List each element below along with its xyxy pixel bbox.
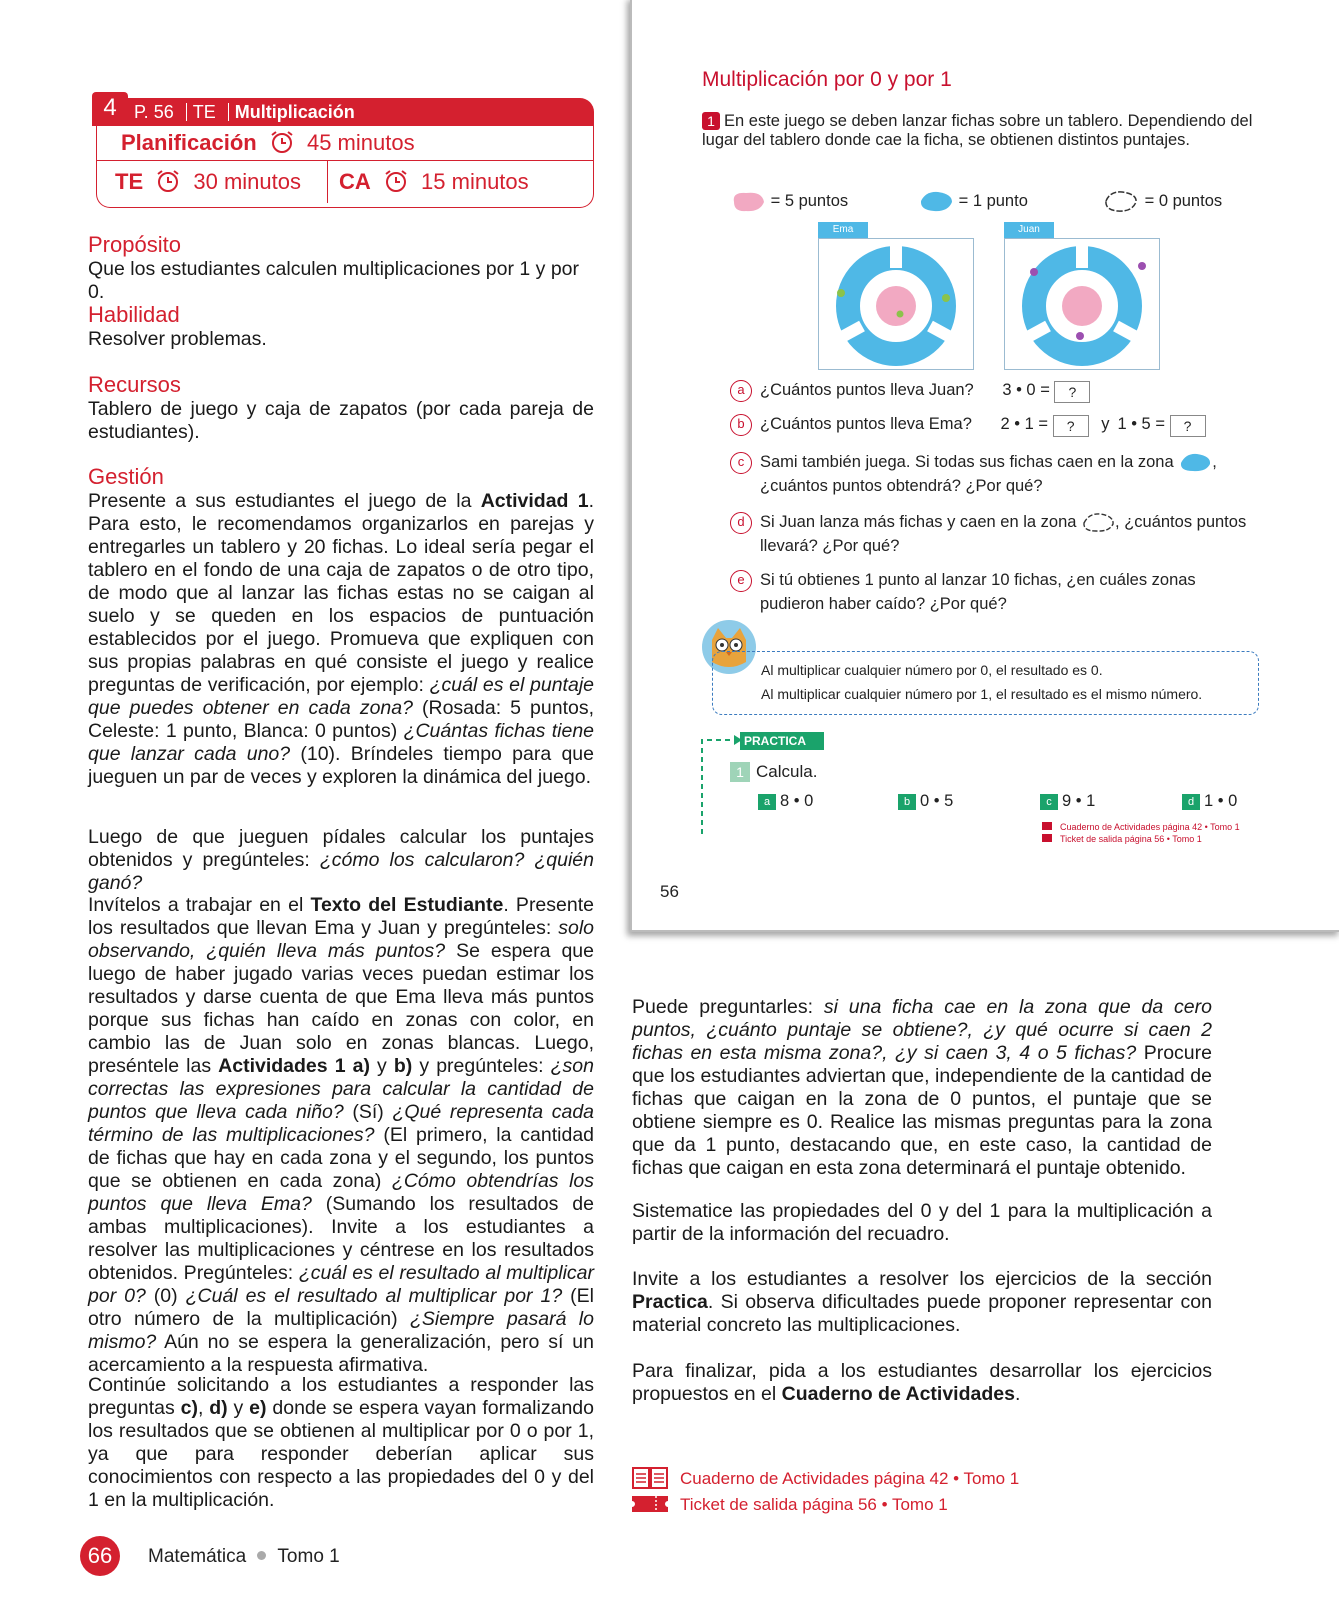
planning-label: Planificación	[121, 130, 257, 155]
exercise-c: c 9 • 1	[1040, 792, 1095, 811]
gestion-paragraph-4: Continúe solicitando a los estudiantes a responder las preguntas c), d) y e) donde se espera vayan formalizando los resultados que se obtienen al multiplicar por 0 o por 1, ya que para responder deberían aplicar sus conocimientos con respecto a las propiedades del 0 y del 1 en la multiplicación.	[88, 1374, 594, 1511]
exercise-b: b 0 • 5	[898, 792, 953, 811]
answer-box: ?	[1053, 415, 1089, 437]
habilidad-section	[88, 302, 594, 351]
property-note-box	[712, 651, 1259, 715]
ca-time: 15 minutos	[421, 169, 529, 194]
book-ref-1: Cuaderno de Actividades página 42 • Tomo 1	[1042, 822, 1240, 832]
practica-bracket	[696, 732, 742, 836]
header-body	[96, 126, 594, 208]
planning-header	[88, 96, 594, 208]
proposito-section	[88, 232, 594, 304]
note-line-1: Al multiplicar cualquier número por 0, el resultado es 0.	[761, 662, 1103, 678]
proposito-title: Propósito	[88, 232, 181, 257]
alarm-clock-icon	[383, 168, 409, 194]
question-e: e Si tú obtienes 1 punto al lanzar 10 fichas, ¿en cuáles zonas pudieron haber caído? ¿Por qué?	[730, 568, 1250, 616]
question-d: d Si Juan lanza más fichas y caen en la zona , ¿cuántos puntos llevará? ¿Por qué?	[730, 510, 1270, 558]
time-split-row	[97, 161, 593, 203]
page-number: 66	[80, 1536, 120, 1576]
alarm-clock-icon	[155, 168, 181, 194]
unit-number-badge: 4	[92, 92, 128, 126]
ca-time-cell	[339, 161, 529, 203]
exercise-d: d 1 • 0	[1182, 792, 1237, 811]
exercise-a: a 8 • 0	[758, 792, 813, 811]
legend-white: = 0 puntos	[1102, 188, 1222, 214]
habilidad-text: Resolver problemas.	[88, 328, 267, 350]
footer-subject: Matemática Tomo 1	[148, 1546, 340, 1567]
book-icon	[632, 1466, 668, 1490]
header-top-bar	[124, 98, 594, 126]
pink-zone-icon	[730, 188, 766, 214]
question-a: a ¿Cuántos puntos lleva Juan? 3 • 0 = ?	[730, 380, 1090, 403]
activity-intro: En este juego se deben lanzar fichas sobre un tablero. Dependiendo del lugar del tablero donde cae la ficha, se obtienen distintos puntajes.	[702, 112, 1253, 149]
gestion-paragraph-3: Invítelos a trabajar en el Texto del Estudiante. Presente los resultados que llevan Ema y Juan y pregúnteles: solo observando, ¿quién lleva más puntos? Se espera que luego de haber jugado varias veces puedan estimar los resultados y darse cuenta de que Ema lleva más puntos porque sus fichas han caído en zonas con color, en cambio las de Juan solo en zonas blancas. Luego, preséntele las Actividades 1 a) y b) y pregúnteles: ¿son correctas las expresiones para calcular la cantidad de puntos que lleva cada niño? (Sí) ¿Qué representa cada término de las multiplicaciones? (El primero, la cantidad de fichas que hay en cada zona y el segundo, los puntos que se obtienen en cada zona) ¿Cómo obtendrías los puntos que lleva Ema? (Sumando los resultados de ambas multiplicaciones). Invite a los estudiantes a resolver las multiplicaciones y céntrese en los resultados obtenidos. Pregúnteles: ¿cuál es el resultado al multiplicar por 0? (0) ¿Cuál es el resultado al multiplicar por 1? (El otro número de la multiplicación) ¿Siempre pasará lo mismo? Aún no se espera la generalización, pero sí un acercamiento a la respuesta afirmativa.	[88, 894, 595, 1376]
te-time: 30 minutos	[193, 169, 301, 194]
board-juan	[1004, 238, 1160, 370]
alarm-clock-icon	[269, 129, 295, 155]
board-label-juan: Juan	[1004, 222, 1054, 238]
recursos-title: Recursos	[88, 372, 181, 397]
question-c: c Sami también juega. Si todas sus fichas caen en la zona , ¿cuántos puntos obtendrá? ¿Por qué?	[730, 450, 1250, 498]
gestion-paragraph-2: Luego de que jueguen pídales calcular los puntajes obtenidos y pregúnteles: ¿cómo los calcularon? ¿quién ganó?	[88, 826, 594, 894]
right-paragraph-2: Sistematice las propiedades del 0 y del 1 para la multiplicación a partir de la información del recuadro.	[632, 1200, 1212, 1245]
gestion-section	[88, 464, 594, 789]
ref-cuaderno: Cuaderno de Actividades página 42 • Tomo 1	[632, 1466, 1019, 1490]
right-paragraph-4: Para finalizar, pida a los estudiantes desarrollar los ejercicios propuestos en el Cuaderno de Actividades.	[632, 1360, 1212, 1405]
white-zone-icon	[1102, 188, 1140, 214]
legend-pink: = 5 puntos	[730, 188, 848, 214]
te-time-cell	[115, 161, 301, 203]
bullet-dot	[257, 1551, 266, 1560]
book-page-number: 56	[660, 882, 679, 901]
right-paragraph-1: Puede preguntarles: si una ficha cae en la zona que da cero puntos, ¿cuánto puntaje se obtiene?, ¿y qué ocurre si caen 2 fichas en esta misma zona?, ¿y si caen 3, 4 o 5 fichas? Procure que los estudiantes adviertan que, independiente de la cantidad de fichas que caigan en la zona de 0 puntos, el puntaje que se obtiene siempre es 0. Realice las mismas preguntas para la zona que da 1 punto, destacando que, en este caso, la cantidad de fichas que caigan en esta zona determinará el puntaje obtenido.	[632, 996, 1212, 1179]
practica-instruction: 1 Calcula.	[730, 762, 817, 782]
topic-title: Multiplicación	[234, 102, 355, 122]
blue-zone-icon	[1178, 451, 1212, 473]
te-ref: TE	[192, 102, 216, 122]
answer-box: ?	[1054, 381, 1090, 403]
right-paragraph-3: Invite a los estudiantes a resolver los ejercicios de la sección Practica. Si observa dificultades puede proponer representar con material concreto las multiplicaciones.	[632, 1268, 1212, 1336]
gestion-title: Gestión	[88, 464, 164, 489]
activity-number: 1	[702, 112, 720, 130]
activity-1	[702, 112, 1262, 150]
answer-box: ?	[1170, 415, 1206, 437]
note-line-2: Al multiplicar cualquier número por 1, el resultado es el mismo número.	[761, 686, 1203, 702]
book-title: Multiplicación por 0 y por 1	[702, 68, 952, 91]
student-book-page	[630, 0, 1339, 932]
blue-zone-icon	[918, 188, 954, 214]
te-label: TE	[115, 169, 144, 194]
proposito-text: Que los estudiantes calculen multiplicaciones por 1 y por 0.	[88, 258, 580, 303]
book-ref-2: Ticket de salida página 56 • Tomo 1	[1042, 834, 1202, 844]
ticket-icon	[632, 1494, 668, 1514]
recursos-text: Tablero de juego y caja de zapatos (por cada pareja de estudiantes).	[88, 398, 594, 443]
legend-blue: = 1 punto	[918, 188, 1028, 214]
question-b: b ¿Cuántos puntos lleva Ema? 2 • 1 = ? y 1 • 5 = ?	[730, 414, 1206, 437]
recursos-section	[88, 372, 594, 444]
page-ref: P. 56	[134, 102, 174, 122]
white-zone-icon	[1081, 511, 1115, 533]
ref-ticket: Ticket de salida página 56 • Tomo 1	[632, 1494, 948, 1515]
board-ema	[818, 238, 974, 370]
board-label-ema: Ema	[818, 222, 868, 238]
ca-label: CA	[339, 169, 371, 194]
gestion-paragraph-1: Presente a sus estudiantes el juego de la Actividad 1. Para esto, le recomendamos organizarlos en parejas y entregarles un tablero y 20 fichas. Lo ideal sería pegar el tablero en el fondo de una caja de zapatos o de otro tipo, de modo que al lanzar las fichas estas no se caigan al suelo y se queden en los espacios de puntuación establecidos por el juego. Promueva que expliquen con sus propias palabras en qué consiste el juego y realice preguntas de verificación, por ejemplo: ¿cuál es el puntaje que puedes obtener en cada zona? (Rosada: 5 puntos, Celeste: 1 punto, Blanca: 0 puntos) ¿Cuántas fichas tiene que lanzar cada uno? (10). Bríndeles tiempo para que jueguen un par de veces y exploren la dinámica del juego.	[88, 490, 595, 788]
planning-time: 45 minutos	[306, 130, 415, 155]
practica-badge: PRACTICA	[740, 732, 824, 750]
planning-row	[97, 126, 593, 161]
habilidad-title: Habilidad	[88, 302, 180, 327]
